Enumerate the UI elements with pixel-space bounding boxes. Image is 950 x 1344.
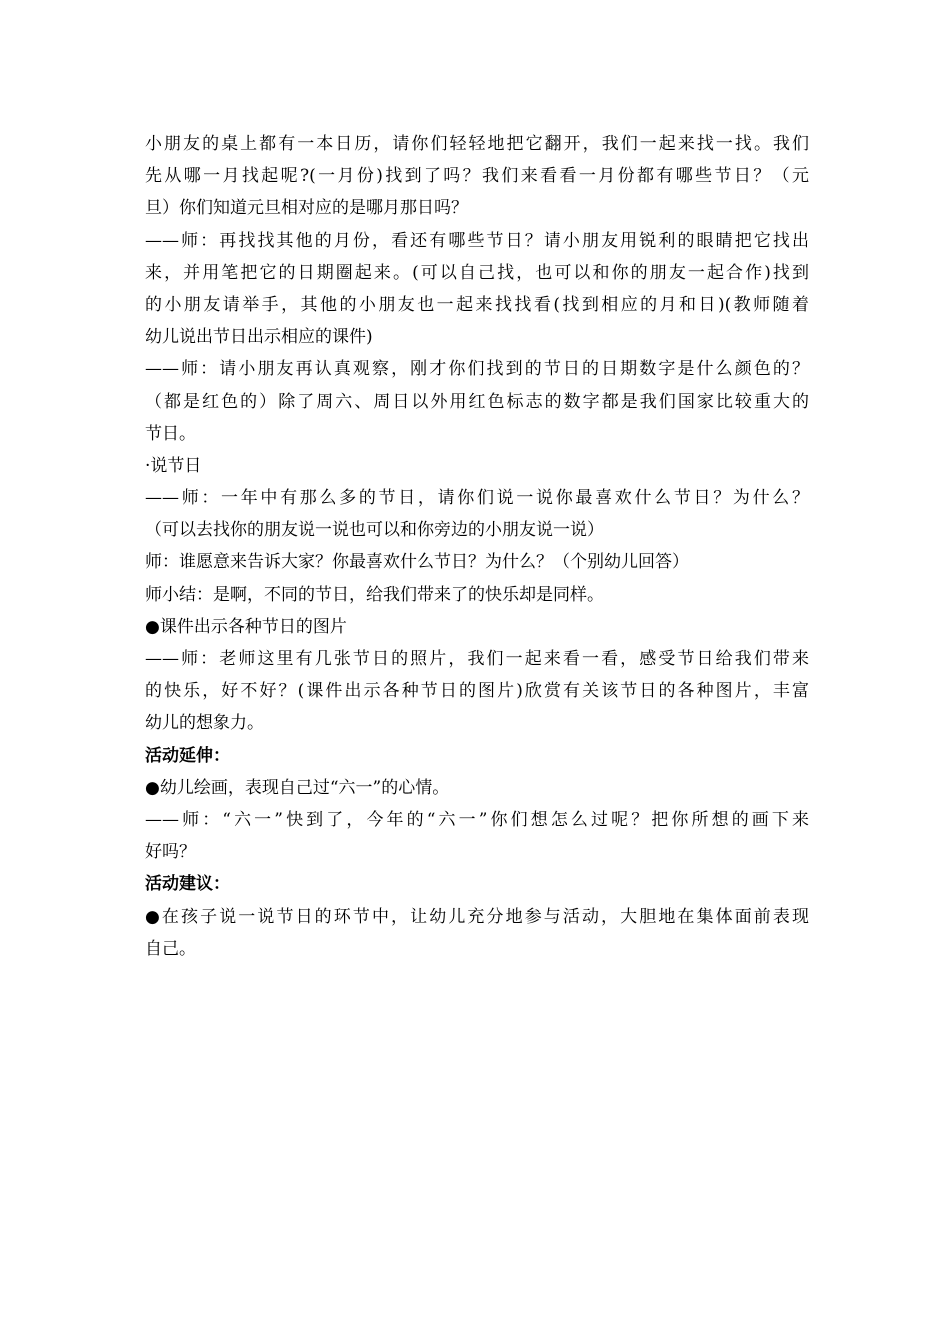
- text-line: ——师：一年中有那么多的节日，请你们说一说你最喜欢什么节日？为什么？: [145, 488, 809, 509]
- text-line: 好吗？: [145, 842, 196, 863]
- text-line: （可以去找你的朋友说一说也可以和你旁边的小朋友说一说）: [145, 520, 604, 541]
- text-line: 的快乐，好不好？(课件出示各种节日的图片)欣赏有关该节日的各种图片，丰富: [145, 681, 809, 702]
- text-line: ●课件出示各种节日的图片: [145, 616, 347, 637]
- text-line: 先从哪一月找起呢?(一月份)找到了吗？我们来看看一月份都有哪些节日？（元: [145, 166, 809, 187]
- text-line: 幼儿说出节日出示相应的课件): [145, 327, 373, 348]
- text-line: 小朋友的桌上都有一本日历，请你们轻轻地把它翻开，我们一起来找一找。我们: [145, 134, 809, 154]
- text-line: 幼儿的想象力。: [145, 713, 264, 734]
- text-line: ——师：请小朋友再认真观察，刚才你们找到的节日的日期数字是什么颜色的？: [145, 359, 809, 380]
- document-page: [145, 128, 809, 965]
- section-heading: 活动延伸：: [145, 745, 230, 766]
- text-line: ●幼儿绘画，表现自己过“六一”的心情。: [145, 777, 450, 798]
- text-line: ●在孩子说一说节日的环节中，让幼儿充分地参与活动，大胆地在集体面前表现: [145, 906, 809, 927]
- text-line: 旦）你们知道元旦相对应的是哪月那日吗？: [145, 198, 468, 219]
- section-heading: 活动建议：: [145, 874, 230, 895]
- text-line: ——师：再找找其他的月份，看还有哪些节日？请小朋友用锐利的眼睛把它找出: [145, 230, 809, 251]
- text-line: 自己。: [145, 938, 196, 959]
- text-line: ——师：“六一”快到了，今年的“六一”你们想怎么过呢？把你所想的画下来: [145, 809, 809, 830]
- text-line: ——师：老师这里有几张节日的照片，我们一起来看一看，感受节日给我们带来: [145, 649, 809, 669]
- text-line: （都是红色的）除了周六、周日以外用红色标志的数字都是我们国家比较重大的: [145, 391, 809, 412]
- text-line: 师小结：是啊，不同的节日，给我们带来了的快乐却是同样。: [145, 584, 604, 605]
- text-line: 来，并用笔把它的日期圈起来。(可以自己找，也可以和你的朋友一起合作)找到: [145, 262, 809, 283]
- text-line: 师：谁愿意来告诉大家？你最喜欢什么节日？为什么？（个别幼儿回答）: [145, 552, 689, 573]
- text-line: 的小朋友请举手，其他的小朋友也一起来找找看(找到相应的月和日)(教师随着: [145, 294, 809, 315]
- text-line: 节日。: [145, 423, 196, 444]
- text-line: ·说节日: [145, 455, 202, 476]
